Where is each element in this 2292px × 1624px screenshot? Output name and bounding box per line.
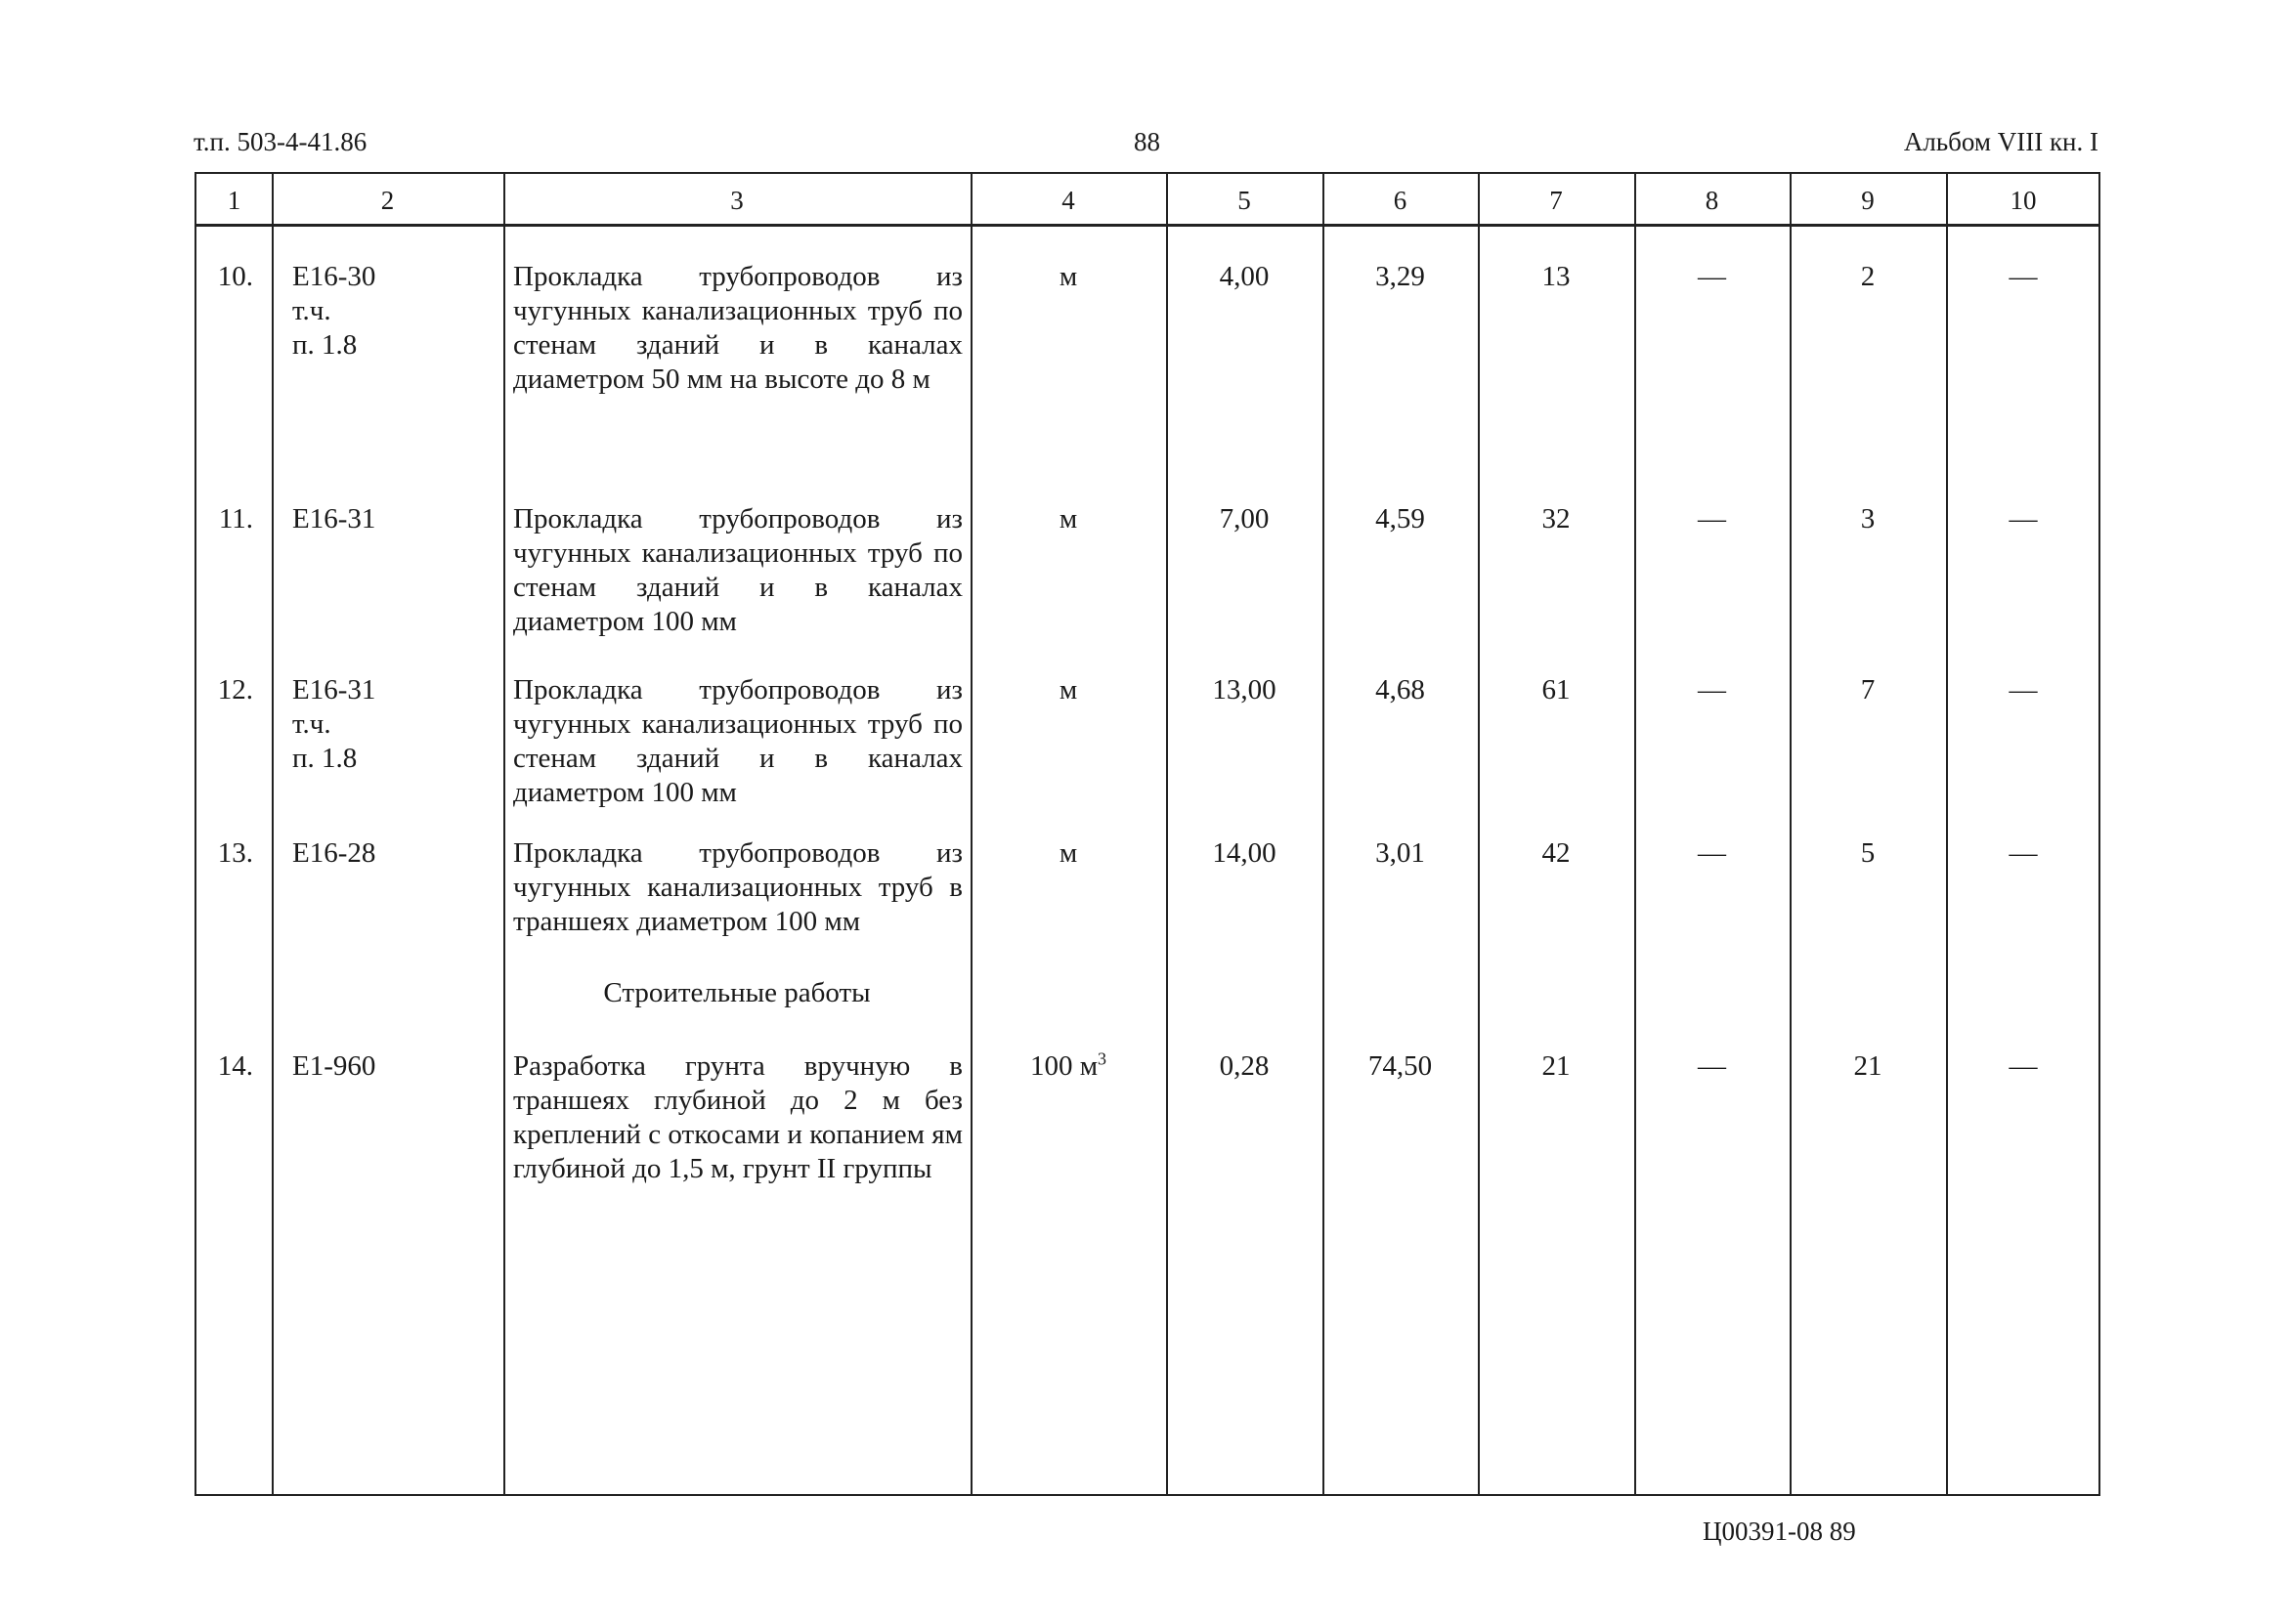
work-description: Прокладка трубопроводов из чугунных канализационных труб по стенам зданий и в каналах диаметром 100 мм	[513, 503, 963, 637]
total-cost: 42	[1541, 837, 1571, 869]
norm-code: Е16-31	[292, 503, 376, 534]
unit-cost: 74,50	[1367, 1050, 1433, 1082]
norm-code: Е16-30 т.ч. п. 1.8	[292, 261, 376, 361]
unit: м	[1059, 837, 1078, 869]
column-header: 8	[1705, 186, 1719, 215]
unit	[971, 1049, 1166, 1084]
quantity: 13,00	[1212, 674, 1276, 705]
footer-code: Ц00391-08 89	[1703, 1517, 1856, 1546]
norm-code: Е1-960	[292, 1050, 376, 1082]
column-header: 5	[1237, 186, 1251, 215]
quantity: 0,28	[1219, 1050, 1270, 1082]
doc-number: т.п. 503-4-41.86	[194, 127, 368, 156]
total-cost: 21	[1541, 1050, 1571, 1082]
unit-cost: 3,01	[1375, 837, 1425, 869]
unit-cost: 4,68	[1375, 674, 1425, 705]
column-header: 10	[2010, 186, 2037, 215]
quantity: 7,00	[1219, 503, 1270, 534]
section-title: Строительные работы	[603, 977, 871, 1008]
column-header: 9	[1861, 186, 1875, 215]
column-divider	[1634, 172, 1636, 1494]
column-divider	[1322, 172, 1324, 1494]
column-divider	[971, 172, 973, 1494]
row-number: 10.	[217, 261, 253, 292]
quantity: 4,00	[1219, 261, 1270, 292]
row-number: 14.	[217, 1050, 253, 1082]
unit-exponent: 3	[1098, 1048, 1107, 1069]
unit-value: 100 м	[1029, 1050, 1099, 1082]
column-10-value: —	[2009, 1050, 2038, 1082]
unit: м	[1059, 674, 1078, 705]
norm-code: Е16-28	[292, 837, 376, 869]
work-description: Прокладка трубопроводов из чугунных канализационных труб по стенам зданий и в каналах диаметром 100 мм	[513, 674, 963, 808]
total-cost: 13	[1541, 261, 1571, 292]
column-9-value: 7	[1860, 674, 1876, 705]
column-header: 6	[1393, 186, 1407, 215]
page-number: 88	[1134, 127, 1160, 156]
column-10-value: —	[2009, 837, 2038, 869]
column-10-value: —	[2009, 261, 2038, 292]
norm-code: Е16-31 т.ч. п. 1.8	[292, 674, 376, 774]
unit: м	[1059, 503, 1078, 534]
quantity: 14,00	[1212, 837, 1276, 869]
album-label: Альбом VIII кн. I	[1903, 127, 2098, 156]
column-divider	[1166, 172, 1168, 1494]
estimate-table	[195, 172, 2100, 1496]
table-header-row	[196, 172, 2098, 227]
column-8-value: —	[1698, 1050, 1726, 1082]
column-9-value: 5	[1860, 837, 1876, 869]
column-divider	[1946, 172, 1948, 1494]
column-8-value: —	[1698, 837, 1726, 869]
row-number: 12.	[217, 674, 253, 705]
column-divider	[503, 172, 505, 1494]
column-divider	[1478, 172, 1480, 1494]
column-header: 3	[730, 186, 744, 215]
row-number: 11.	[218, 503, 253, 534]
total-cost: 32	[1541, 503, 1571, 534]
column-10-value: —	[2009, 503, 2038, 534]
column-divider	[1790, 172, 1792, 1494]
unit-cost: 4,59	[1375, 503, 1425, 534]
column-header: 1	[227, 186, 241, 215]
total-cost: 61	[1541, 674, 1571, 705]
column-8-value: —	[1698, 261, 1726, 292]
work-description: Прокладка трубопроводов из чугунных канализационных труб в траншеях диаметром 100 мм	[513, 837, 963, 937]
column-divider	[272, 172, 274, 1494]
column-8-value: —	[1698, 674, 1726, 705]
unit: м	[1059, 261, 1078, 292]
work-description: Прокладка трубопроводов из чугунных канализационных труб по стенам зданий и в каналах диаметром 50 мм на высоте до 8 м	[513, 261, 963, 395]
unit-cost: 3,29	[1375, 261, 1425, 292]
column-9-value: 2	[1860, 261, 1876, 292]
column-8-value: —	[1698, 503, 1726, 534]
column-header: 4	[1061, 186, 1075, 215]
column-header: 2	[380, 186, 395, 215]
column-9-value: 21	[1853, 1050, 1882, 1082]
column-header: 7	[1549, 186, 1563, 215]
work-description: Разработка грунта вручную в траншеях глубиной до 2 м без креплений с откосами и копанием ям глубиной до 1,5 м, грунт II группы	[513, 1050, 963, 1184]
row-number: 13.	[217, 837, 253, 869]
column-10-value: —	[2009, 674, 2038, 705]
column-9-value: 3	[1860, 503, 1876, 534]
